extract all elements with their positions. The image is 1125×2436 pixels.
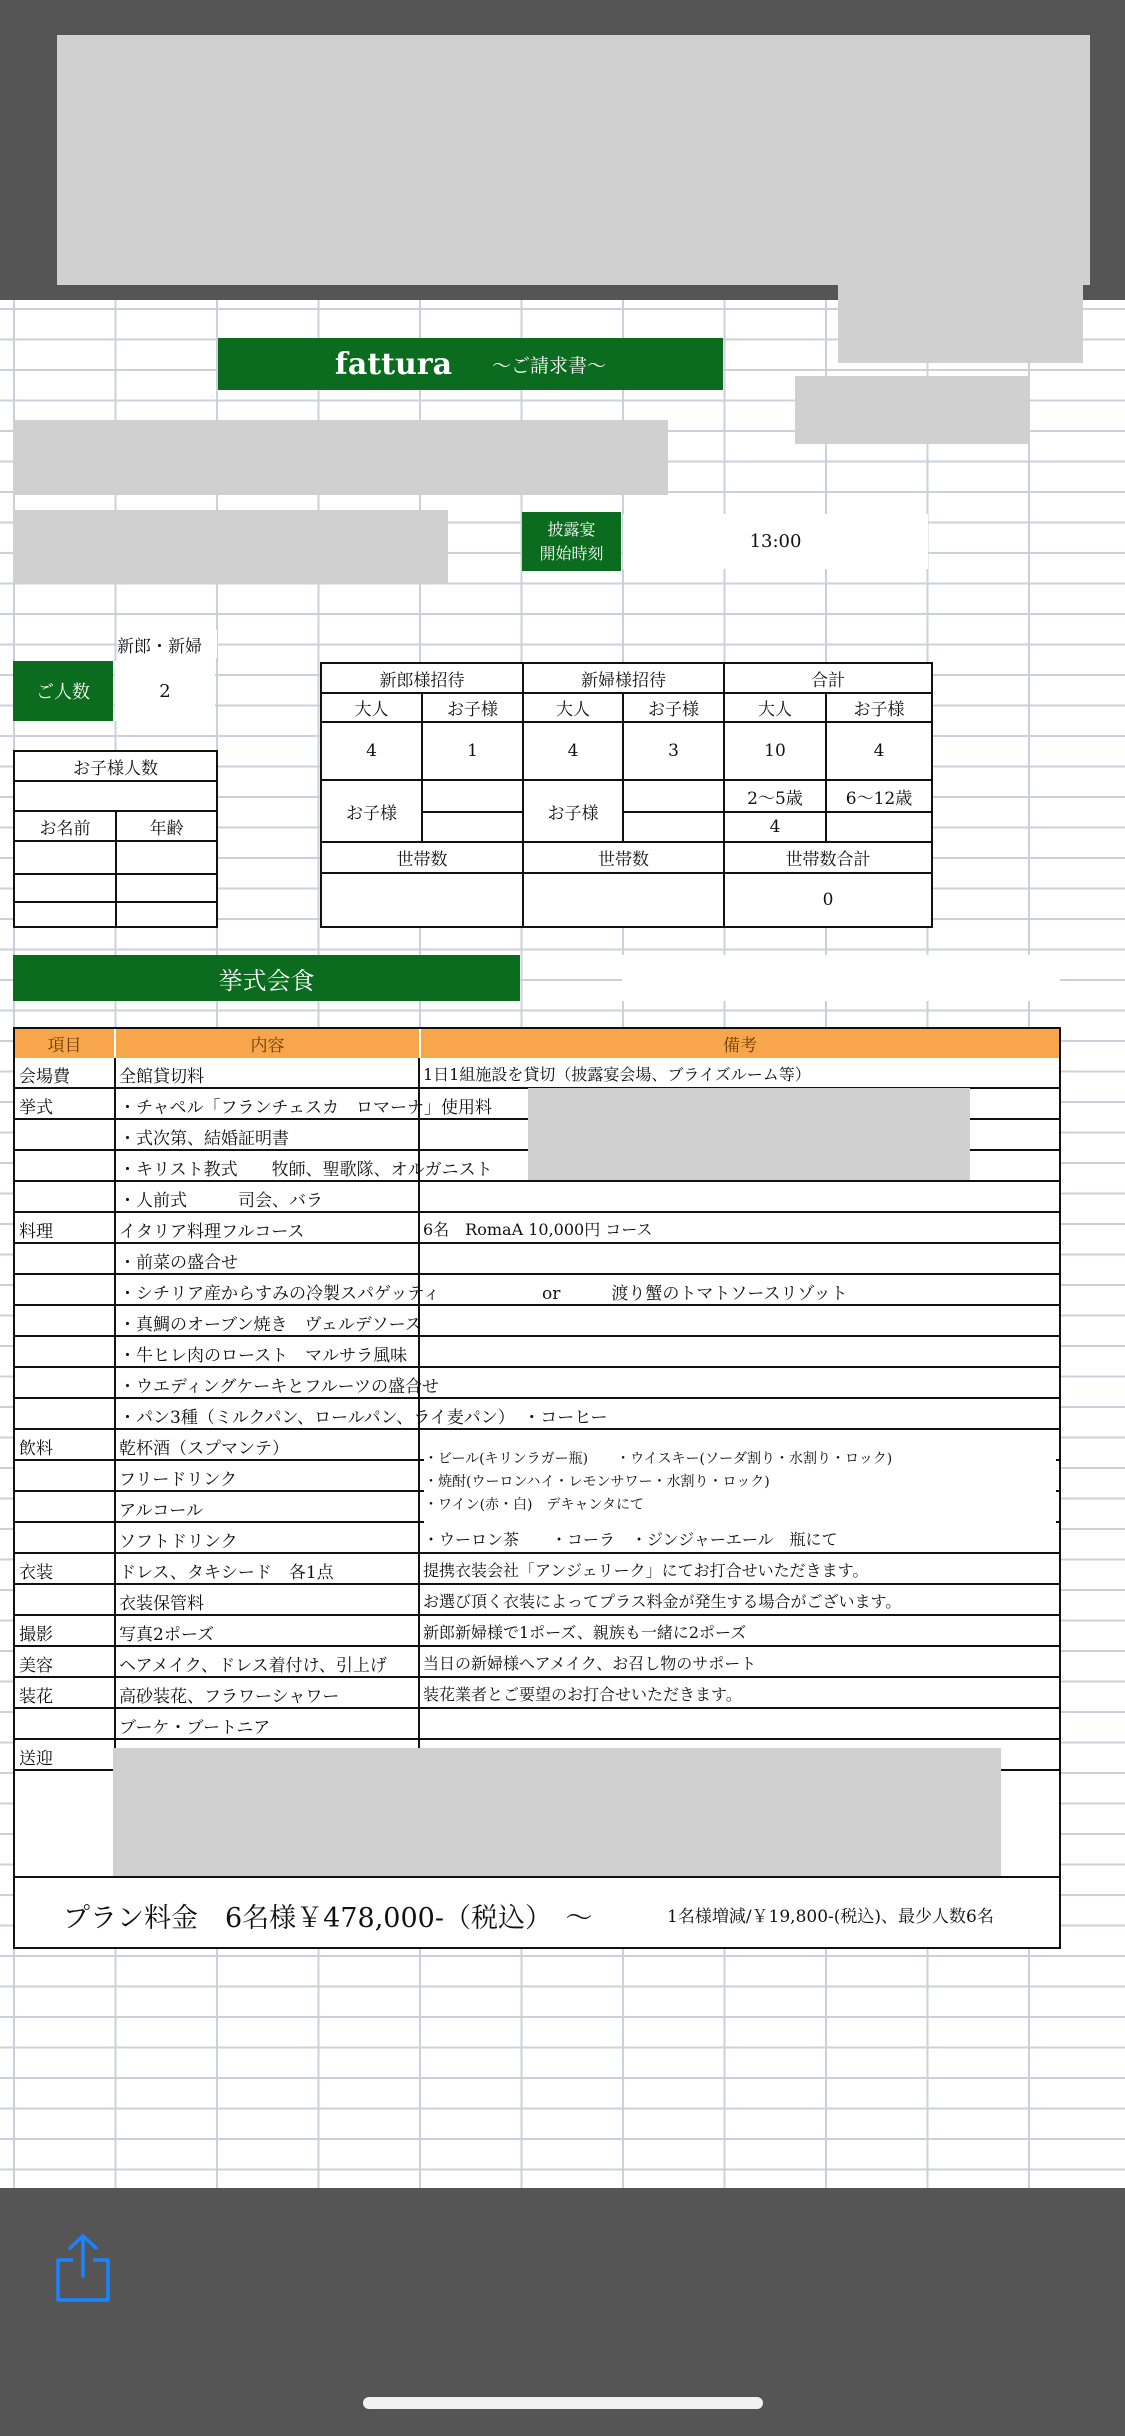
redacted-area-left-1 — [13, 420, 668, 495]
child-name-row-3 — [13, 901, 117, 928]
bride-household-label: 世帯数 — [522, 841, 725, 874]
bride-child-sub-label: お子様 — [522, 779, 624, 843]
row-divider — [418, 1120, 420, 1149]
row-content: ・チャペル「フランチェスカ ロマーナ」使用料 — [119, 1098, 492, 1118]
redacted-area-top-right — [838, 280, 1083, 363]
row-divider — [418, 1337, 420, 1366]
row-divider — [418, 1058, 420, 1087]
plan-price: プラン料金 6名様￥478,000-（税込） ～ — [63, 1903, 593, 1934]
total-adult-count: 10 — [723, 721, 827, 781]
row-divider — [418, 1182, 420, 1211]
row-divider — [114, 1368, 116, 1397]
row-divider — [418, 1647, 420, 1676]
section-banner-blank — [622, 955, 1060, 1001]
row-content: ・人前式 司会、バラ — [119, 1191, 323, 1211]
row-content: アルコール — [119, 1501, 203, 1521]
row-divider — [418, 1213, 420, 1242]
table-row — [13, 1244, 1061, 1275]
row-note: 装花業者とご要望のお打合せいただきます。 — [423, 1685, 742, 1704]
row-category: 装花 — [19, 1687, 53, 1707]
row-divider — [114, 1647, 116, 1676]
age-range-2-label: 6〜12歳 — [825, 779, 933, 813]
drinks-note-line-2: ・焼酎(ウーロンハイ・レモンサワー・水割り・ロック) — [424, 1474, 770, 1490]
row-divider — [114, 1430, 116, 1459]
row-content: ・牛ヒレ肉のロースト マルサラ風味 — [119, 1346, 408, 1366]
row-category: 美容 — [19, 1656, 53, 1676]
redacted-area-left-2 — [13, 510, 448, 583]
table-row — [13, 1585, 1061, 1616]
children-count-header: お子様人数 — [13, 750, 218, 782]
row-content: ・パン3種（ミルクパン、ロールパン、ライ麦パン） ・コーヒー — [119, 1408, 608, 1428]
share-icon — [52, 2232, 114, 2304]
table-header-category: 項目 — [15, 1029, 114, 1058]
redacted-header-image — [57, 35, 1090, 285]
table-row — [13, 1058, 1061, 1089]
table-header-content: 内容 — [116, 1029, 419, 1058]
row-content: 衣装保管料 — [119, 1594, 204, 1614]
row-category: 料理 — [19, 1222, 53, 1242]
groom-child-sub-a — [421, 779, 524, 813]
row-note: 新郎新婦様で1ポーズ、親族も一緒に2ポーズ — [423, 1623, 747, 1642]
table-row — [13, 1647, 1061, 1678]
age-range-2-count — [825, 811, 933, 843]
bride-child-label: お子様 — [622, 692, 725, 723]
drinks-note — [424, 1444, 1056, 1529]
row-divider — [418, 1709, 420, 1738]
row-divider — [114, 1678, 116, 1707]
drinks-note-line-1: ・ビール(キリンラガー瓶) ・ウイスキー(ソーダ割り・水割り・ロック) — [424, 1451, 893, 1467]
total-child-count: 4 — [825, 721, 933, 781]
row-divider — [114, 1089, 116, 1118]
row-content: ヘアメイク、ドレス着付け、引上げ — [119, 1656, 387, 1676]
row-content: ・キリスト教式 牧師、聖歌隊、オルガニスト — [119, 1160, 493, 1180]
reception-label-line2: 開始時刻 — [539, 543, 604, 563]
row-divider — [418, 1430, 420, 1459]
groom-adult-count: 4 — [320, 721, 423, 781]
row-content: ・真鯛のオーブン焼き ヴェルデソース — [119, 1315, 422, 1335]
row-divider — [114, 1275, 116, 1304]
bride-adult-label: 大人 — [522, 692, 624, 723]
row-divider — [114, 1244, 116, 1273]
table-row — [13, 1616, 1061, 1647]
row-divider — [114, 1616, 116, 1645]
row-divider — [418, 1461, 420, 1490]
row-divider — [418, 1244, 420, 1273]
group-header-total: 合計 — [723, 662, 933, 694]
row-divider — [114, 1120, 116, 1149]
row-content: フリードリンク — [119, 1470, 237, 1490]
child-age-row-2 — [115, 873, 218, 903]
row-content: 乾杯酒（スプマンテ） — [119, 1439, 289, 1459]
bride-household-value — [522, 872, 725, 928]
reception-label-line1: 披露宴 — [547, 519, 596, 539]
row-note: 1日1組施設を貸切（披露宴会場、ブライズルーム等） — [423, 1065, 811, 1084]
guest-count-value: 2 — [115, 661, 215, 721]
row-divider — [114, 1585, 116, 1614]
row-divider — [114, 1554, 116, 1583]
groom-child-sub-label: お子様 — [320, 779, 423, 843]
row-category: 撮影 — [19, 1625, 53, 1645]
total-child-label: お子様 — [825, 692, 933, 723]
row-content: ドレス、タキシード 各1点 — [119, 1563, 334, 1583]
row-category: 衣装 — [19, 1563, 53, 1583]
table-header-note: 備考 — [421, 1029, 1059, 1058]
row-content: 高砂装花、フラワーシャワー — [119, 1687, 340, 1707]
table-row — [13, 1337, 1061, 1368]
row-category: 飲料 — [19, 1439, 53, 1459]
group-header-groom: 新郎様招待 — [320, 662, 524, 694]
table-row — [13, 1709, 1061, 1740]
children-count-blank — [13, 780, 218, 812]
groom-child-sub-b — [421, 811, 524, 843]
table-row — [13, 1554, 1061, 1585]
bride-groom-label: 新郎・新婦 — [117, 630, 217, 658]
row-divider — [114, 1523, 116, 1552]
row-divider — [114, 1182, 116, 1211]
child-name-row-2 — [13, 873, 117, 903]
section-banner: 挙式会食 — [13, 955, 520, 1001]
row-category: 会場費 — [19, 1067, 70, 1087]
row-note: 提携衣装会社「アンジェリーク」にてお打合せいただきます。 — [423, 1561, 869, 1580]
row-content: ブーケ・ブートニア — [119, 1718, 271, 1738]
table-row — [13, 1213, 1061, 1244]
group-header-bride: 新婦様招待 — [522, 662, 725, 694]
row-divider — [114, 1213, 116, 1242]
row-content: ソフトドリンク — [119, 1532, 238, 1552]
table-row — [13, 1678, 1061, 1709]
groom-child-label: お子様 — [421, 692, 524, 723]
row-content: ・前菜の盛合せ — [119, 1253, 238, 1273]
bride-child-sub-b — [622, 811, 725, 843]
row-divider — [418, 1523, 420, 1552]
row-divider — [114, 1461, 116, 1490]
table-row — [13, 1306, 1061, 1337]
title-banner — [218, 338, 723, 390]
child-age-row-1 — [115, 840, 218, 875]
child-age-row-3 — [115, 901, 218, 928]
redacted-transfer-content — [113, 1748, 1001, 1876]
bride-child-count: 3 — [622, 721, 725, 781]
table-row — [13, 1182, 1061, 1213]
child-age-header: 年齢 — [115, 810, 218, 842]
row-divider — [418, 1554, 420, 1583]
row-divider — [418, 1585, 420, 1614]
groom-household-value — [320, 872, 524, 928]
row-content: ・ウエディングケーキとフルーツの盛合せ — [119, 1377, 439, 1397]
document-title: fattura — [334, 346, 453, 382]
total-adult-label: 大人 — [723, 692, 827, 723]
home-indicator[interactable] — [363, 2397, 763, 2409]
row-divider — [114, 1399, 116, 1428]
row-content: ・式次第、結婚証明書 — [119, 1129, 289, 1149]
child-name-header: お名前 — [13, 810, 117, 842]
row-divider — [114, 1337, 116, 1366]
redacted-area-right — [795, 376, 1030, 444]
row-content: イタリア料理フルコース — [119, 1222, 305, 1242]
row-content: 写真2ポーズ — [119, 1625, 214, 1645]
household-total-label: 世帯数合計 — [723, 841, 933, 874]
plan-price-note: 1名様増減/￥19,800-(税込)、最少人数6名 — [667, 1907, 994, 1927]
row-divider — [114, 1058, 116, 1087]
guest-count-label: ご人数 — [13, 661, 113, 721]
row-divider — [114, 1306, 116, 1335]
row-divider — [114, 1492, 116, 1521]
groom-adult-label: 大人 — [320, 692, 423, 723]
reception-start-label — [522, 512, 621, 571]
row-note: お選び頂く衣装によってプラス料金が発生する場合がございます。 — [423, 1592, 902, 1611]
row-note: 当日の新婦様へアメイク、お召し物のサポート — [423, 1654, 757, 1673]
age-range-1-count: 4 — [723, 811, 827, 843]
row-category: 送迎 — [19, 1749, 53, 1769]
table-row — [13, 1368, 1061, 1399]
age-range-1-label: 2〜5歳 — [723, 779, 827, 813]
row-divider — [418, 1678, 420, 1707]
table-row — [13, 1275, 1061, 1306]
row-note: ・ウーロン茶 ・コーラ ・ジンジャーエール 瓶にて — [423, 1530, 838, 1549]
groom-household-label: 世帯数 — [320, 841, 524, 874]
bride-child-sub-a — [622, 779, 725, 813]
household-total-value: 0 — [723, 872, 933, 928]
child-name-row-1 — [13, 840, 117, 875]
share-button[interactable] — [52, 2232, 114, 2304]
row-divider — [114, 1709, 116, 1738]
reception-start-time: 13:00 — [623, 514, 928, 569]
row-content: 全館貸切料 — [119, 1067, 204, 1087]
plan-price-row — [13, 1876, 1061, 1949]
row-content: ・シチリア産からすみの冷製スパゲッティ or 渡り蟹のトマトソースリゾット — [119, 1284, 848, 1304]
bride-adult-count: 4 — [522, 721, 624, 781]
document-subtitle: ～ご請求書～ — [492, 354, 607, 377]
row-divider — [418, 1616, 420, 1645]
row-divider — [114, 1151, 116, 1180]
groom-child-count: 1 — [421, 721, 524, 781]
drinks-note-line-3: ・ワイン(赤・白) デキャンタにて — [424, 1497, 644, 1513]
table-row — [13, 1399, 1061, 1430]
row-category: 挙式 — [19, 1098, 53, 1118]
redacted-ceremony-note — [528, 1088, 970, 1180]
row-note: 6名 RomaA 10,000円 コース — [423, 1220, 653, 1239]
row-divider — [418, 1492, 420, 1521]
